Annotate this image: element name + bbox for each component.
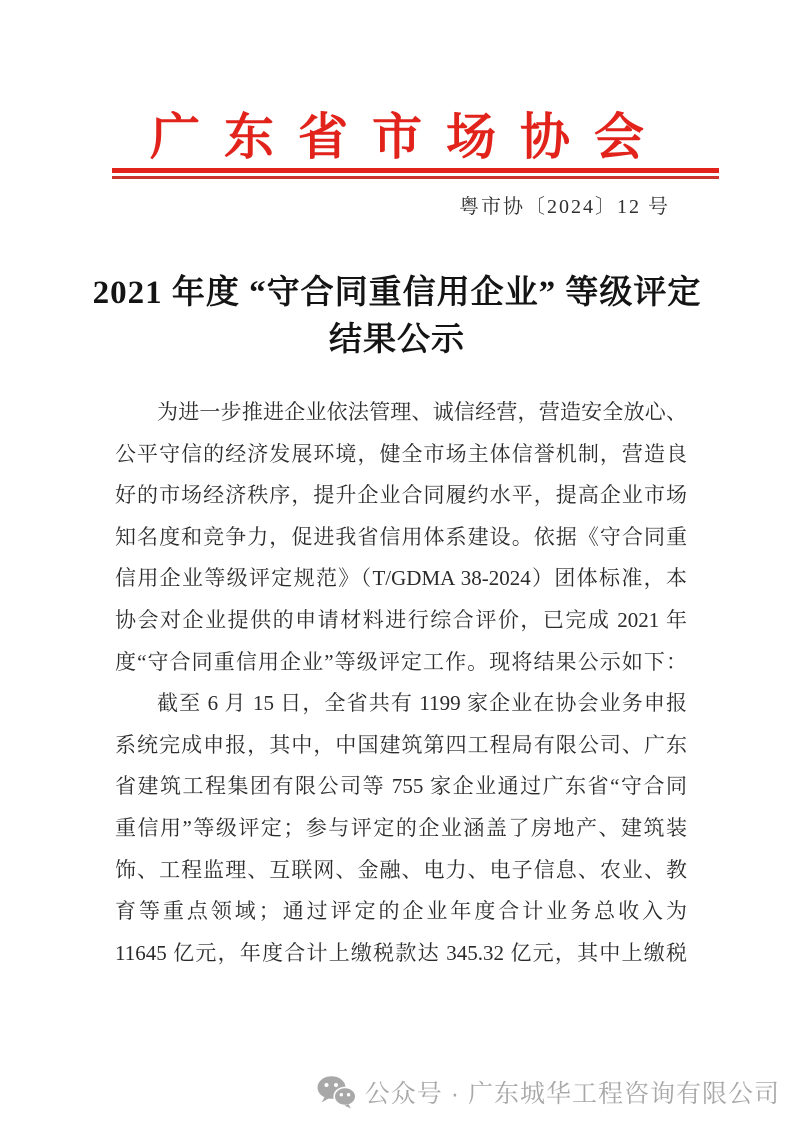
body-line: 截至 6 月 15 日，全省共有 1199 家企业在协会业务申报 bbox=[157, 691, 687, 716]
body-line: 协会对企业提供的申请材料进行综合评价，已完成 2021 年 bbox=[115, 607, 687, 632]
body-line: 度“守合同重信用企业”等级评定工作。现将结果公示如下： bbox=[115, 649, 687, 674]
document-number: 粤市协〔2024〕12 号 bbox=[459, 196, 670, 218]
document-body bbox=[115, 392, 687, 974]
body-line: 公平守信的经济发展环境，健全市场主体信誉机制，营造良 bbox=[115, 441, 687, 466]
body-line: 育等重点领域；通过评定的企业年度合计业务总收入为 bbox=[115, 899, 687, 924]
letterhead-org-name: 广东省市场协会 bbox=[150, 109, 668, 165]
wechat-watermark-text: 公众号 · 广东城华工程咨询有限公司 bbox=[364, 1080, 780, 1108]
document-title bbox=[60, 270, 734, 364]
body-line: 省建筑工程集团有限公司等 755 家企业通过广东省“守合同 bbox=[115, 774, 687, 799]
document-title-line1: 2021 年度 “守合同重信用企业” 等级评定 bbox=[92, 275, 702, 311]
body-line: 为进一步推进企业依法管理、诚信经营，营造安全放心、 bbox=[157, 400, 687, 424]
wechat-icon bbox=[316, 1075, 356, 1109]
body-line: 重信用”等级评定；参与评定的企业涵盖了房地产、建筑装 bbox=[115, 815, 687, 840]
letterhead-double-rule bbox=[112, 168, 719, 179]
body-line: 知名度和竞争力，促进我省信用体系建设。依据《守合同重 bbox=[115, 524, 687, 549]
wechat-watermark bbox=[316, 1072, 780, 1112]
body-line: 好的市场经济秩序，提升企业合同履约水平，提高企业市场 bbox=[115, 483, 687, 508]
body-line: 11645 亿元，年度合计上缴税款达 345.32 亿元，其中上缴税 bbox=[115, 940, 687, 965]
body-line: 饰、工程监理、互联网、金融、电力、电子信息、农业、教 bbox=[115, 857, 687, 882]
document-title-line2: 结果公示 bbox=[329, 322, 465, 358]
body-line: 系统完成申报，其中，中国建筑第四工程局有限公司、广东 bbox=[115, 732, 687, 757]
body-line: 信用企业等级评定规范》（T/GDMA 38-2024）团体标准，本 bbox=[115, 566, 687, 591]
